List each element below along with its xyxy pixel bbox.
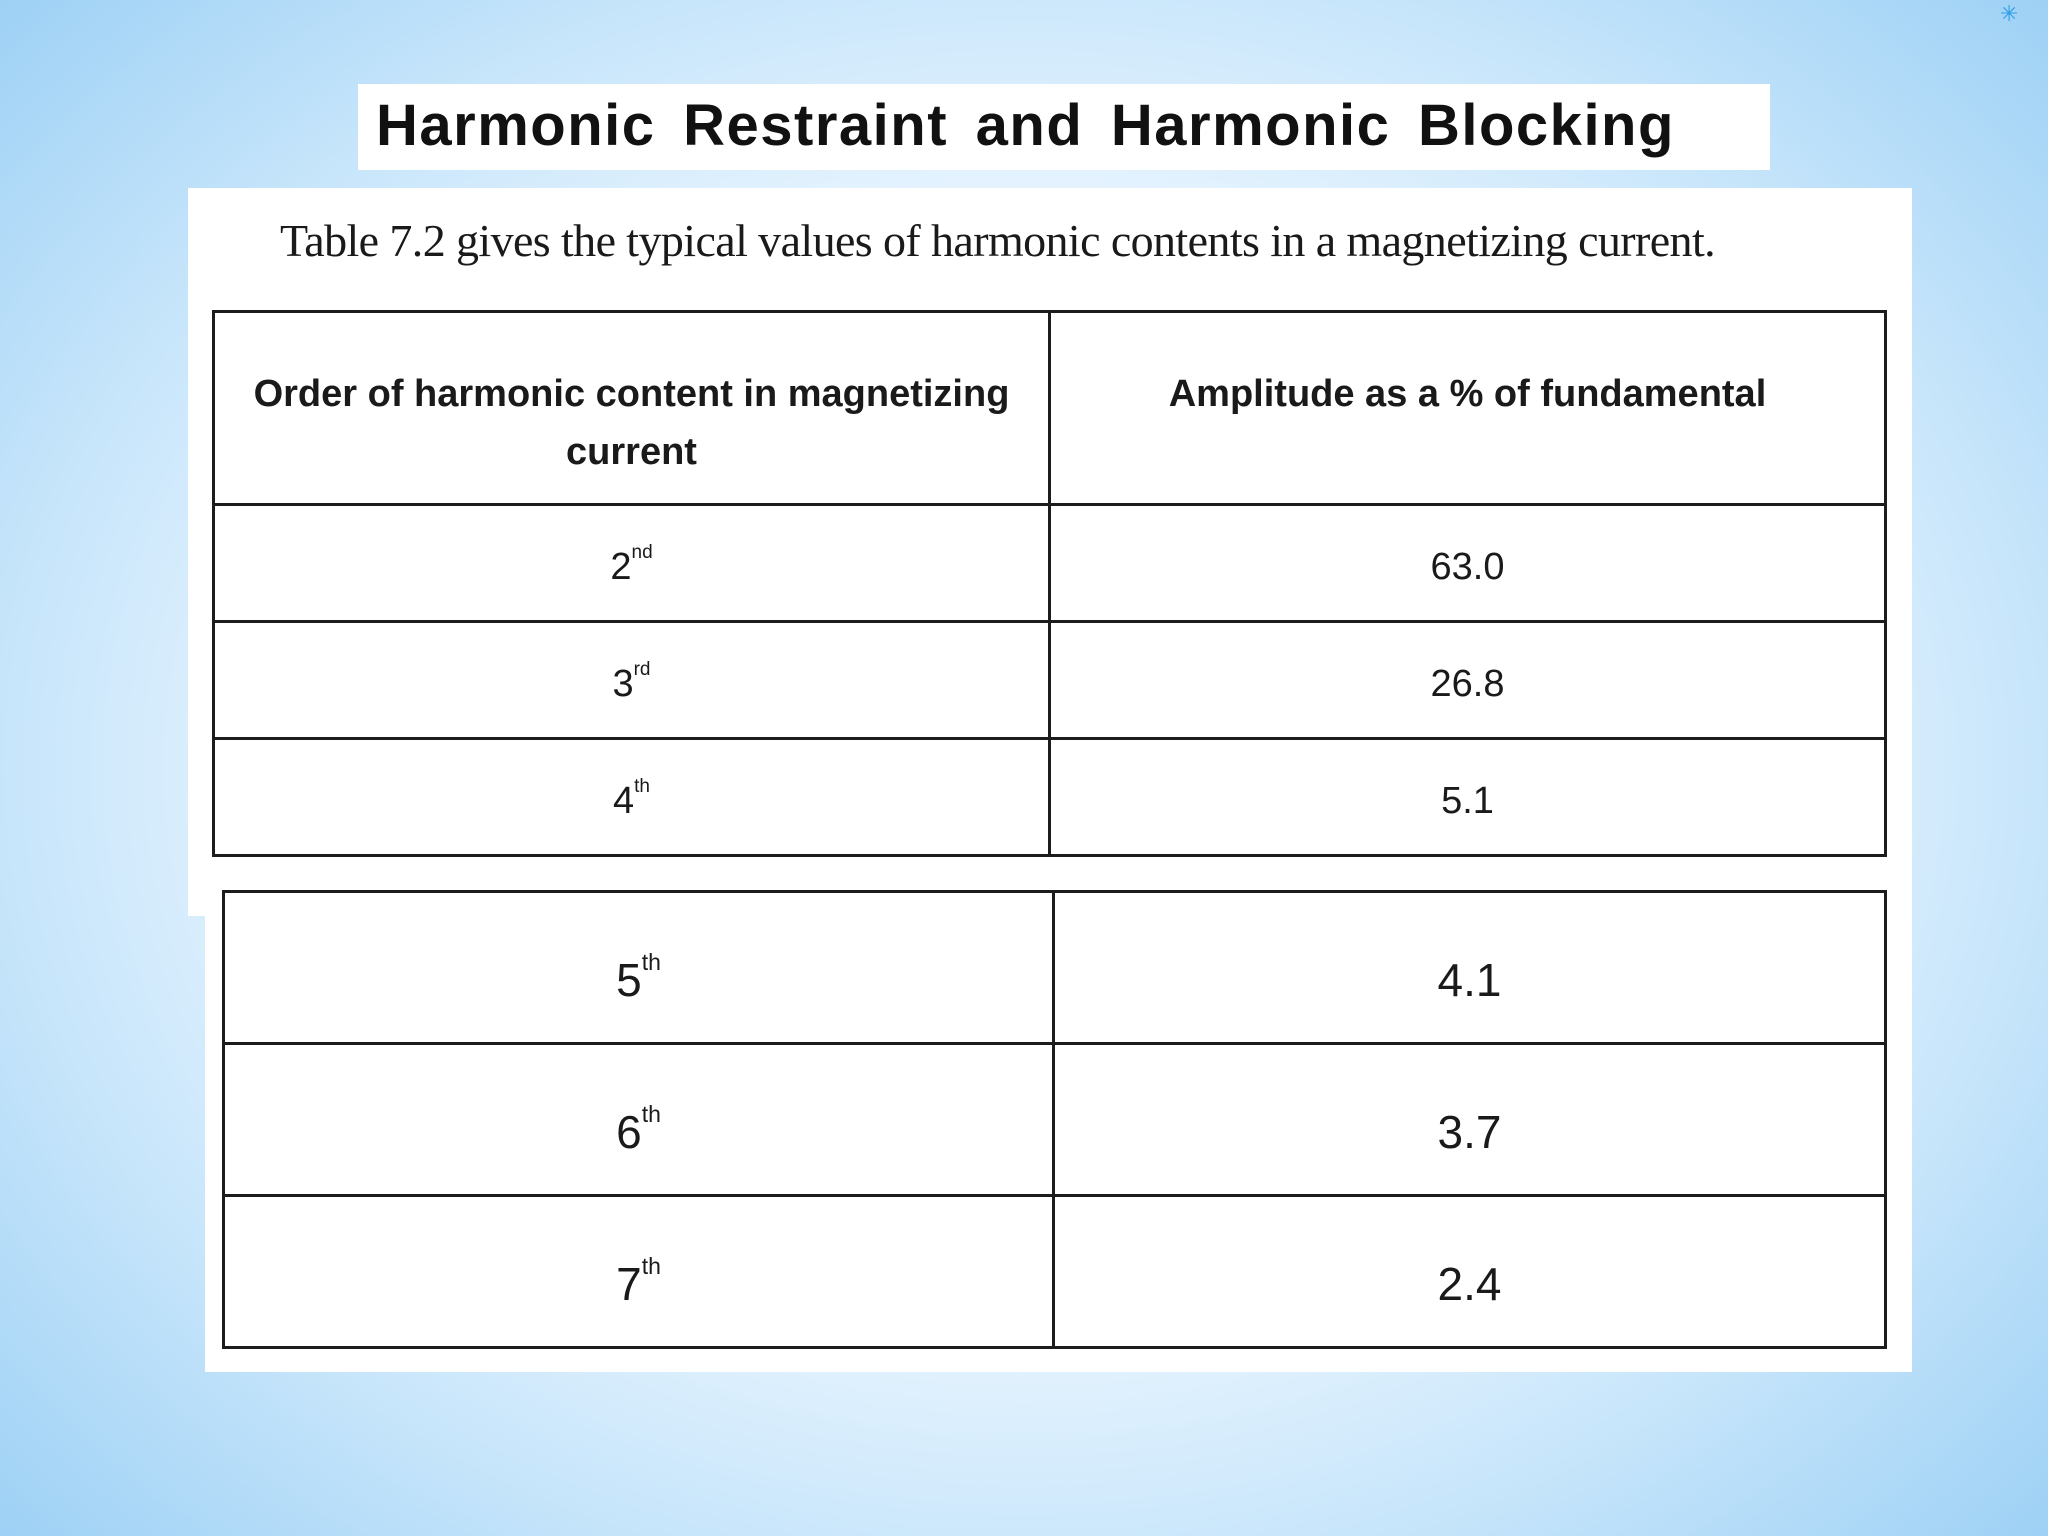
order-cell: 2nd (214, 505, 1050, 622)
table-header-row (214, 312, 1886, 505)
table-row (224, 1196, 1886, 1348)
amplitude-cell: 2.4 (1054, 1196, 1886, 1348)
table-caption: Table 7.2 gives the typical values of harmonic contents in a magnetizing current. (280, 215, 1716, 266)
slide-title: Harmonic Restraint and Harmonic Blocking (376, 93, 1675, 158)
table-row (214, 622, 1886, 739)
amplitude-cell: 4.1 (1054, 892, 1886, 1044)
order-cell: 3rd (214, 622, 1050, 739)
table-row (224, 1044, 1886, 1196)
order-cell: 6th (224, 1044, 1054, 1196)
table-row (224, 892, 1886, 1044)
harmonic-table-bottom (222, 890, 1887, 1349)
title-box (358, 84, 1770, 170)
header-order: Order of harmonic content in magnetizing current (214, 312, 1050, 505)
amplitude-cell: 26.8 (1050, 622, 1886, 739)
star-icon: ✳ (2000, 2, 2019, 27)
table-row (214, 739, 1886, 856)
table-row (214, 505, 1886, 622)
header-amplitude: Amplitude as a % of fundamental (1050, 312, 1886, 505)
order-cell: 5th (224, 892, 1054, 1044)
harmonic-table-top (212, 310, 1887, 857)
amplitude-cell: 63.0 (1050, 505, 1886, 622)
amplitude-cell: 5.1 (1050, 739, 1886, 856)
order-cell: 7th (224, 1196, 1054, 1348)
amplitude-cell: 3.7 (1054, 1044, 1886, 1196)
order-cell: 4th (214, 739, 1050, 856)
